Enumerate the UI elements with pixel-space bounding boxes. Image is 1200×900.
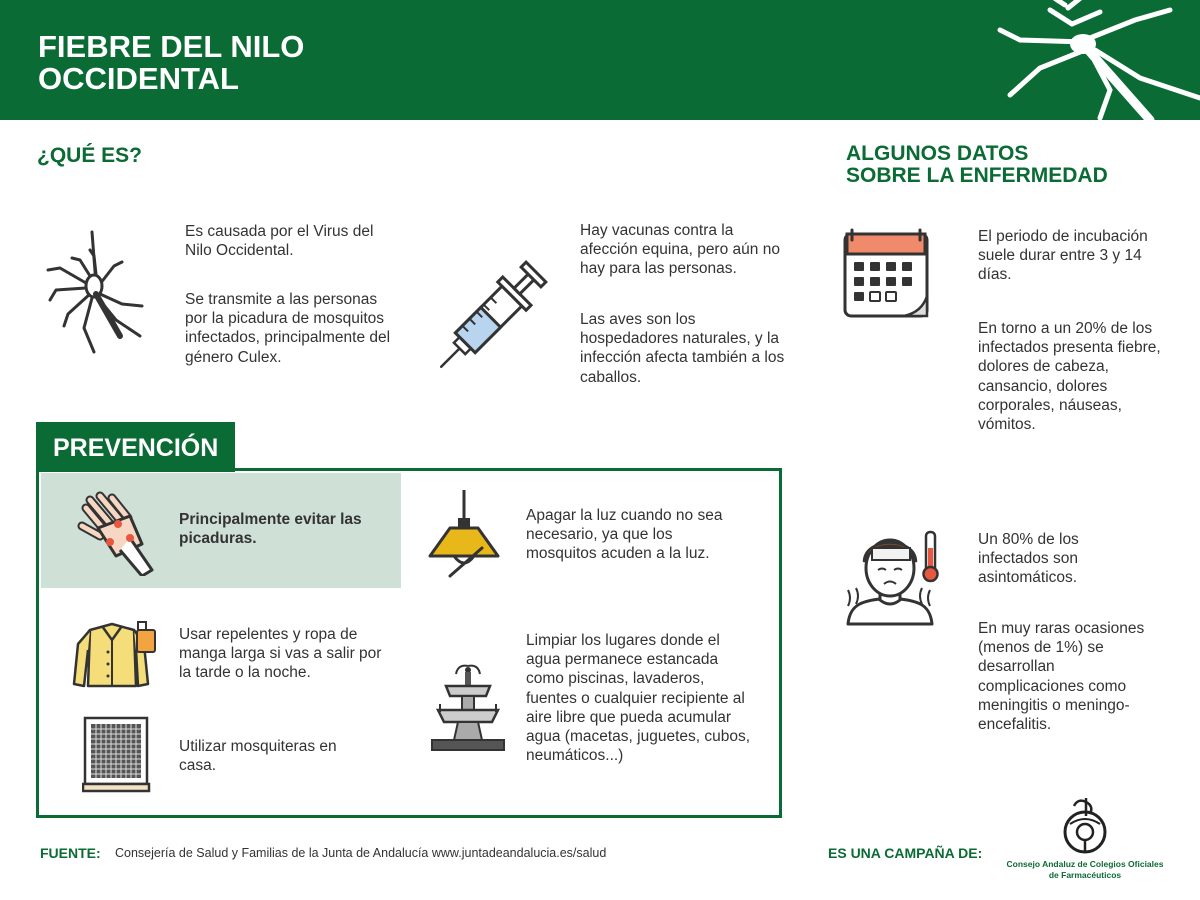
datos-title xyxy=(846,143,1108,187)
datos-text-4: En muy raras ocasiones (menos de 1%) se desarrollan complicaciones como meningitis o meningo-encefalitis. xyxy=(978,620,1145,734)
que-es-text-1: Es causada por el Virus del Nilo Occidental. xyxy=(185,223,374,260)
logo-text-line-2: de Farmacéuticos xyxy=(1048,870,1122,880)
prevencion-item-5: Limpiar los lugares donde el agua permanece estancada como piscinas, lavaderos, fuentes o cualquier recipiente al aire libre que pueda acumular agua (macetas, juguetes, cubos, neumáticos...) xyxy=(526,632,751,765)
datos-text-2: En torno a un 20% de los infectados presenta fiebre, dolores de cabeza, cansancio, dolores corporales, náuseas, vómitos. xyxy=(978,320,1161,434)
que-es-title: ¿QUÉ ES? xyxy=(37,144,143,167)
datos-text-1: El periodo de incubación suele durar entre 3 y 14 días. xyxy=(978,228,1148,284)
fountain-icon xyxy=(428,664,508,754)
prevencion-item-2: Usar repelentes y ropa de manga larga si vas a salir por la tarde o la noche. xyxy=(179,626,382,682)
prevencion-title: PREVENCIÓN xyxy=(36,422,235,472)
title-line-1: FIEBRE DEL NILO xyxy=(38,29,305,64)
calendar-icon xyxy=(842,226,932,320)
fuente-text: Consejería de Salud y Familias de la Junta de Andalucía www.juntadeandalucia.es/salud xyxy=(115,846,607,860)
prevencion-item-1: Principalmente evitar las picaduras. xyxy=(179,511,362,548)
mosquito-net-icon xyxy=(82,715,152,795)
header-mosquito-icon xyxy=(960,0,1200,120)
datos-title-line-1: ALGUNOS DATOS xyxy=(846,142,1029,165)
campana-label: ES UNA CAMPAÑA DE: xyxy=(828,845,983,861)
prevencion-item-3: Utilizar mosquiteras en casa. xyxy=(179,738,337,775)
que-es-text-2: Se transmite a las personas por la picadura de mosquitos infectados, principalmente del género Culex. xyxy=(185,291,391,366)
datos-text-3: Un 80% de los infectados son asintomáticos. xyxy=(978,531,1079,587)
lamp-icon xyxy=(424,490,504,580)
title-line-2: OCCIDENTAL xyxy=(38,61,239,96)
pharmacy-logo xyxy=(1060,796,1110,854)
hand-bites-icon xyxy=(72,486,162,576)
logo-text-line-1: Consejo Andaluz de Colegios Oficiales xyxy=(1006,859,1164,869)
syringe-icon xyxy=(425,258,555,378)
mosquito-icon xyxy=(42,228,152,358)
page-title xyxy=(38,31,458,95)
fuente-label: FUENTE: xyxy=(40,845,101,861)
header-banner xyxy=(0,0,1200,120)
sick-person-icon xyxy=(842,528,942,628)
jacket-repellent-icon xyxy=(72,620,162,690)
prevencion-item-4: Apagar la luz cuando no sea necesario, ya que los mosquitos acuden a la luz. xyxy=(526,507,723,563)
que-es-text-4: Las aves son los hospedadores naturales, y la infección afecta también a los caballos. xyxy=(580,311,785,386)
que-es-text-3: Hay vacunas contra la afección equina, pero aún no hay para las personas. xyxy=(580,222,780,278)
datos-title-line-2: SOBRE LA ENFERMEDAD xyxy=(846,164,1108,187)
logo-text xyxy=(1005,859,1165,881)
